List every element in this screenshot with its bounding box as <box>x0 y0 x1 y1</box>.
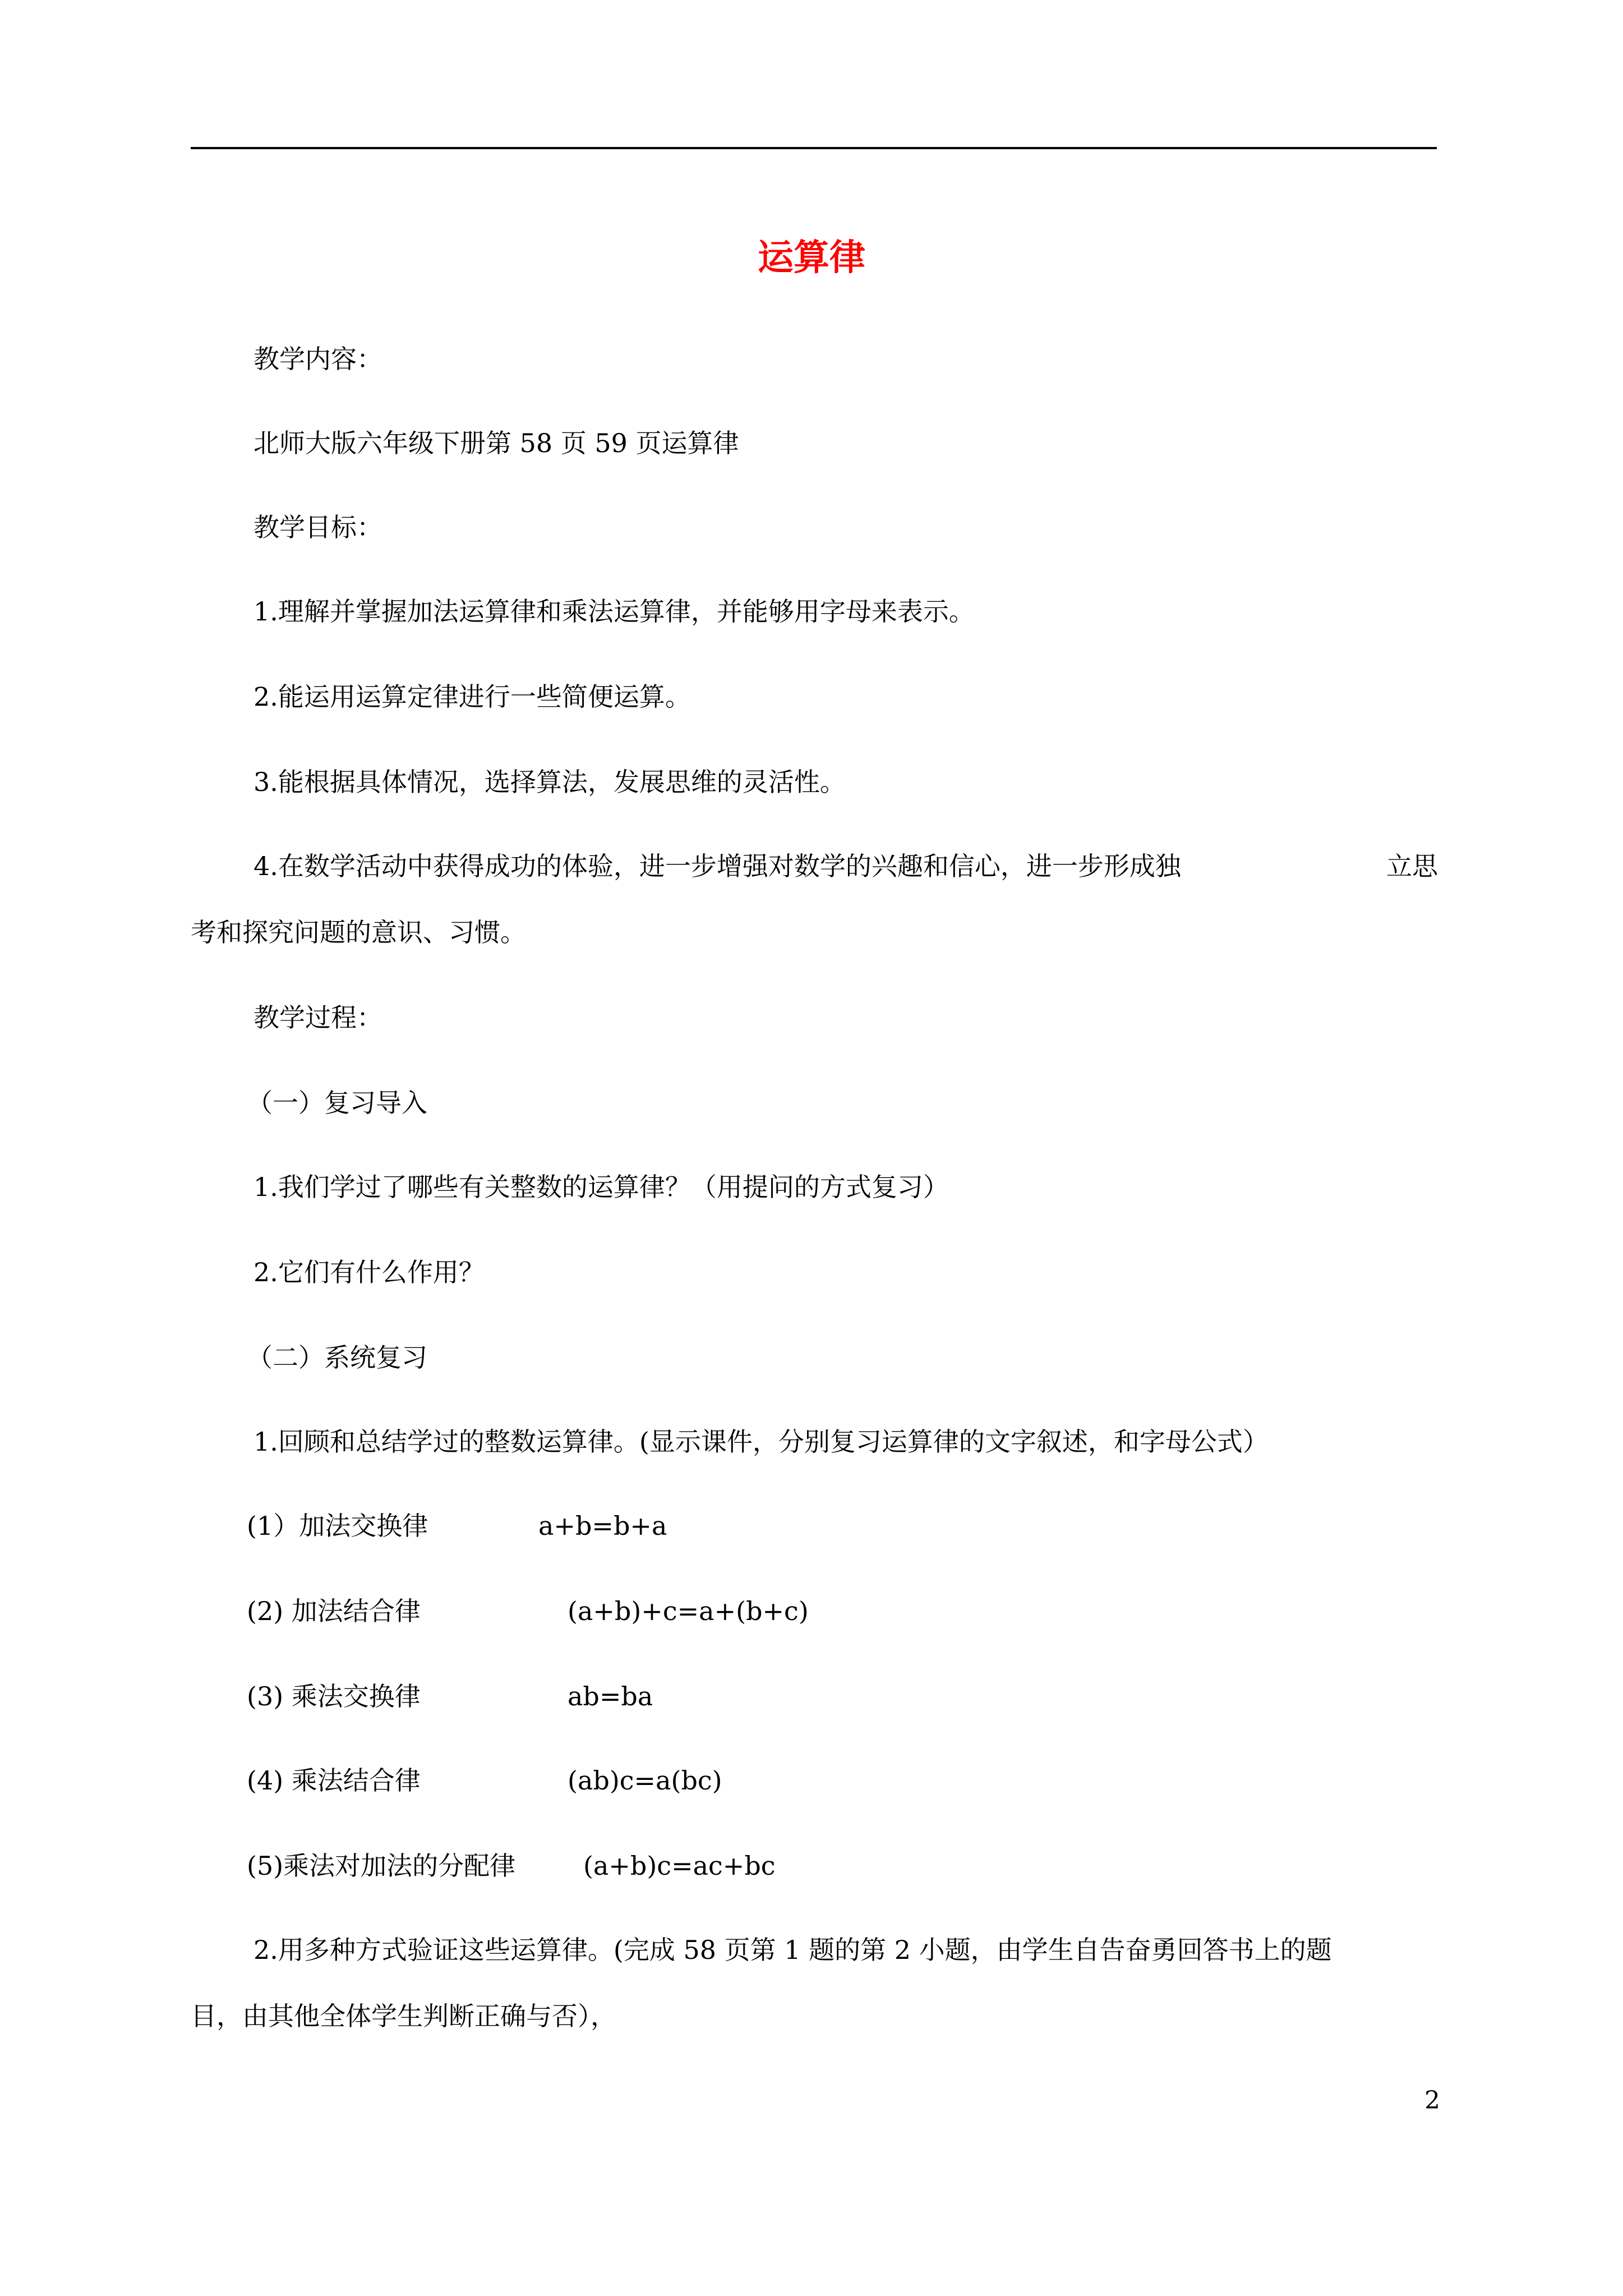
goal-3: 3.能根据具体情况，选择算法，发展思维的灵活性。 <box>253 767 846 797</box>
law-1-formula: a+b=b+a <box>538 1511 667 1541</box>
question-2: 2.它们有什么作用？ <box>253 1257 485 1287</box>
process-heading: 教学过程： <box>253 1002 382 1033</box>
content-heading: 教学内容： <box>253 344 382 374</box>
goal-4-line-1-end: 立思 <box>1386 851 1438 881</box>
law-4-formula: (ab)c=a(bc) <box>568 1765 722 1796</box>
goal-1: 1.理解并掌握加法运算律和乘法运算律，并能够用字母来表示。 <box>253 596 975 627</box>
document-title: 运算律 <box>758 237 865 279</box>
law-2-name: (2) 加法结合律 <box>247 1596 421 1626</box>
review-1: 1.回顾和总结学过的整数运算律。(显示课件，分别复习运算律的文字叙述，和字母公式） <box>253 1427 1269 1457</box>
law-5-formula: (a+b)c=ac+bc <box>583 1851 776 1881</box>
law-5-name: (5)乘法对加法的分配律 <box>247 1851 516 1881</box>
section-1-heading: （一）复习导入 <box>247 1088 427 1118</box>
law-1-name: (1）加法交换律 <box>247 1511 428 1541</box>
goals-heading: 教学目标： <box>253 512 382 542</box>
law-2-formula: (a+b)+c=a+(b+c) <box>568 1596 809 1626</box>
page-number: 2 <box>1424 2086 1440 2115</box>
verify-line-2: 目，由其他全体学生判断正确与否）， <box>191 2001 616 2031</box>
goal-2: 2.能运用运算定律进行一些简便运算。 <box>253 682 691 712</box>
verify-line-1: 2.用多种方式验证这些运算律。(完成 58 页第 1 题的第 2 小题，由学生自告奋勇回答书上的题 <box>253 1935 1332 1965</box>
law-3-formula: ab=ba <box>568 1681 653 1711</box>
header-rule <box>191 147 1437 149</box>
law-4-name: (4) 乘法结合律 <box>247 1765 421 1796</box>
law-3-name: (3) 乘法交换律 <box>247 1681 421 1711</box>
goal-4-line-1: 4.在数学活动中获得成功的体验，进一步增强对数学的兴趣和信心，进一步形成独 <box>253 851 1181 881</box>
question-1: 1.我们学过了哪些有关整数的运算律？（用提问的方式复习） <box>253 1172 949 1202</box>
content-text: 北师大版六年级下册第 58 页 59 页运算律 <box>253 428 739 458</box>
goal-4-line-2: 考和探究问题的意识、习惯。 <box>191 917 526 947</box>
section-2-heading: （二）系统复习 <box>247 1342 427 1373</box>
